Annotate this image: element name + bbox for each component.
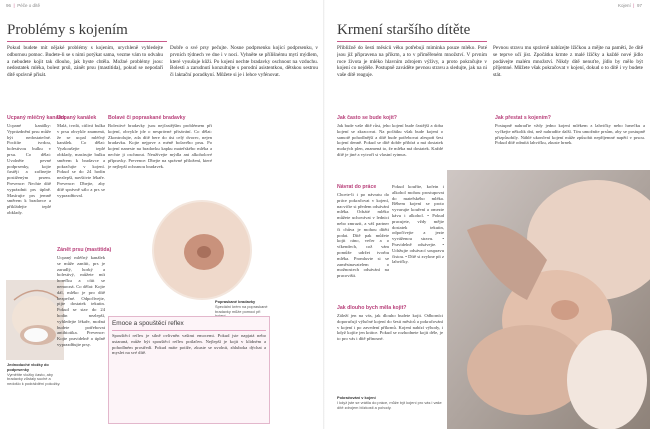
right-col2-text: Pokud kouříte, kofein i alkohol mohou prostupovat do mateřského mléka. Během kojení se proto vyvarujte kouření a omezte kávu i alkohol. • Pokud pracujete, vždy mějte dostatek tekutin, odpočívejte a jezte vyváženou stravu. • Pravidelně odsávejte. • Udržujte odsávací soupravu čistou. • Dítě si zvykne pít z lahvičky.: [392, 184, 444, 265]
right-col2b-text: Záleží jen na vás, jak dlouho budete kojit. Odborníci doporučují výlučné kojení do šesti měsíců a pokračování v kojení i po zavedení příkrmů. Kojení nabízí výhody, i když kojíte jen krátce. Pokud se rozhodnete kojit déle, je to pro vás i dítě přínosné.: [337, 313, 443, 342]
col3-text: Bolestivé bradavky jsou nejčastějším problémem při kojení, obvykle jde o nesprávné přisávání. Co dělat: Zkontrolujte, zda dítě bere do úst celý dvorec, nejen bradavku. Kojte nejprve z méně bolavého prsu. Po kojení naneste na bradavku kapku mateřského mléka a nechte ji oschnout. Neužívejte mýdla ani alkoholové přípravky. Prevence: Dbejte na správné přiložení, které je nejlepší ochranou bradavek.: [108, 123, 212, 169]
baby-caption-title: Pokračování v kojení: [337, 395, 376, 400]
right-col3-heading: Jak přestat s kojením?: [495, 115, 551, 121]
right-col1b-heading: Návrat do práce: [337, 184, 377, 190]
breast-pads-photo: [6, 280, 64, 360]
right-title-underline: [337, 41, 487, 42]
left-page-title: Problémy s kojením: [7, 22, 128, 38]
col2b-text: Ucpaný mléčný kanálek se může zanítit, prs je zarudlý, horký a bolestivý, můžete mít horečku a cítit se nemocná. Co dělat: Kojte dál, mléko je pro dítě bezpečné. Odpočívejte, pijte dostatek tekutin. Pokud se stav do 24 hodin nezlepší, vyhledejte lékaře, možná budete potřebovat antibiotika. Prevence: Kojte pravidelně a úplně vyprazdňujte prsy.: [57, 255, 105, 347]
baby-caption: [337, 396, 443, 410]
col1-heading: Ucpaný mléčný kanálek: [7, 115, 66, 121]
right-col2b-heading: Jak dlouho bych měla kojit?: [337, 305, 407, 311]
emotions-box-rule: [112, 330, 266, 331]
nipple-photo: [152, 200, 252, 300]
col2-heading: Ucpaný kanálek: [57, 115, 97, 121]
nipple-caption-title: Popraskané bradavky: [215, 299, 256, 304]
right-page-number: 97: [636, 3, 642, 8]
title-underline: [7, 41, 167, 42]
col2-text: Malá, tvrdá, citlivá bulka v prsu obvykle znamená, že se ucpal mléčný kanálek. Co dělat: Vyzkoušejte teplé obklady, masírujte bulku směrem k bradavce a pokračujte v kojení. Pokud se do 24 hodin nezlepší, navštivte lékaře. Prevence: Dbejte, aby dítě správně sálo a prs se vyprazdňoval.: [57, 123, 105, 198]
right-intro-text-a: Přibližně do šesti měsíců věku potřebují miminka pouze mléko. Poté jsou již připravena na příkrm, a to v přiměřeném množství. V prvním roce života je mléko hlavním zdrojem výživy, a proto pokračujte v kojení co nejdéle. Postupně zaváděte pevnou stravu a sledujte, jak na ni vaše dítě reaguje.: [337, 45, 487, 79]
left-running-header: 96 | Péče o dítě: [6, 3, 40, 8]
right-col3-text: Postupně nahraďte vždy jedno kojení mlékem z lahvičky nebo hrnečku a vyčkejte několik dní, než nahradíte další. Tím umožníte prsům, aby se postupně přizpůsobily. Náhlé ukončení kojení může způsobit nepříjemné napětí v prsou. Pokud dítě odmítá lahvičku, zkuste hrnek.: [495, 123, 645, 146]
col1-text: Ucpané kanálky: Vyprázdnění prsu může být nedostatečné. Pocítíte tvrdou, bolestivou bulku v prsu. Co dělat: Uvolněte pevné podprsenky, kojte častěji a začínejte postiženým prsem. Prevence: Nechte dítě vyprázdnit prs úplně. Masírujte prs jemně směrem k bradavce a přikládejte teplé obklady.: [7, 123, 51, 215]
right-page-title: Krmení staršího dítěte: [337, 22, 471, 38]
left-intro-text-a: Pokud budete mít nějaké problémy s kojením, urychleně vyhledejte odbornou pomoc. Budete-li se s nimi potýkat sama, vezme vám to odvahu a nebudete kojit tak dlouho, jak byste chtěla. Možné problémy jsou: nedostatek mléka, bolest prsů, zánět prsu (mastitida), pokud se nepodaří dítě správně přisát.: [7, 45, 163, 79]
right-intro-text-b: Pevnou stravu mu správně nabízejte lžičkou a mějte na paměti, že dítě se teprve učí jíst. Zpočátku krmte z malé lžičky a každé nové jídlo podávejte malém množství. Nikdy dítě nenuťte, jídlo by mělo být příjemné. Můžete však pokračovat v kojení, dokud o to dítě i vy budete stát.: [493, 45, 643, 79]
right-page: [325, 0, 650, 429]
right-col1-heading: Jak často se bude kojit?: [337, 115, 397, 121]
right-running-header: Kojení | 97: [618, 3, 642, 8]
pads-caption-text: Vyměňte vložky často, aby bradavky zůstaly suché a nedošlo k podráždění pokožky.: [7, 371, 61, 387]
pads-caption-title: Jednoduché vložky do podprsenky: [7, 362, 49, 372]
right-col1b-text: Chcete-li i po návratu do práce pokračovat v kojení, nacvičte si předem odsávání mléka. Odsáté mléko můžete uchovávat v lednici nebo zmrazit, a váš partner či chůva je mohou dítěti podat. Dítě pak můžete kojit ráno, večer a o víkendech, což vám pomůže udržet tvorbu mléka. Promluvte si se zaměstnavatelem o možnostech odsávání na pracovišti.: [337, 192, 389, 279]
left-chapter-label: Péče o dítě: [17, 3, 40, 8]
left-page-number: 96: [6, 3, 12, 8]
breastfeeding-photo: [447, 170, 650, 429]
right-chapter-label: Kojení: [618, 3, 631, 8]
nipple-caption-text: Speciální krém na popraskané bradavky může pomoci při: [215, 303, 268, 314]
right-col1-text: Jak bude vaše dítě růst, jeho kojení bude častější a doba kojení se zkracovat. Na počátku však bude kojení o samotě pohodlnější a dítě bude potřebovat alespoň šest kojení denně. Pokud se dítě dobře přibírá a má dostatek mokrých plen, znamená to, že mléka má dostatek. Každé dítě je jiné a vytvoří si vlastní rytmus.: [337, 123, 443, 157]
col3-heading: Bolavé či popraskané bradavky: [108, 115, 186, 121]
emotions-box-text: Spouštěcí reflex je silně ovlivněn vašimi emocemi. Pokud jste napjatá nebo ustaraná, může být spouštěcí reflex potlačen. Nejlepší je kojit v klidném a pohodlném prostředí. Pokud máte potíže, zkuste se uvolnit, zhluboka dýchat a myslet na své dítě.: [112, 333, 266, 356]
col2b-heading: Zánět prsu (mastitida): [57, 247, 112, 253]
baby-caption-text: I když jste se vrátila do práce, může být kojení pro vás i vaše dítě zdrojem blízkosti a pohody.: [337, 399, 442, 410]
emotions-box-title: Emoce a spouštěcí reflex: [112, 320, 184, 327]
left-intro-text-b: Dobře o své prsy pečujte. Nosne podprsenku kojicí podprsenku, v prvních týdnech ve dne i v noci. Vyhněte se přílišnému mytí mýdlem, které vysušuje kůži. Po kojení nechte bradavky oschnout na vzduchu. Bolesti a zarudnutí konzultujte s porodní asistentkou, dětskou sestrou či laktační poradkyní. Můžete si je i lehce vyfénovat.: [170, 45, 318, 79]
